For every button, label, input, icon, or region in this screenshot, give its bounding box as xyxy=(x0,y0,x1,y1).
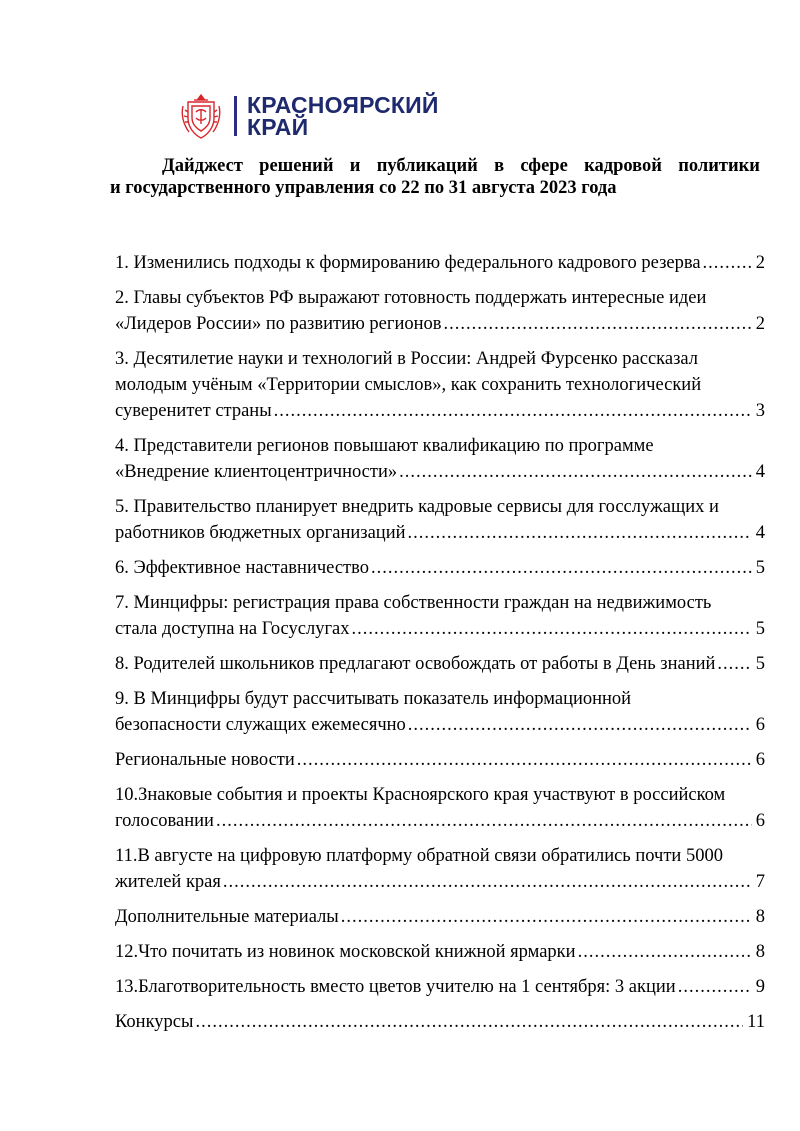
toc-entry-line: 9. В Минцифры будут рассчитывать показатель информационной xyxy=(115,689,632,709)
toc-page-number: 4 xyxy=(755,462,765,482)
toc-page-number: 4 xyxy=(755,523,765,543)
table-of-contents xyxy=(115,250,765,1044)
toc-dot-leader xyxy=(352,616,752,642)
toc-entry-title: Дополнительные материалы xyxy=(115,907,339,927)
title-word: и xyxy=(349,156,361,176)
toc-dot-leader xyxy=(444,311,752,337)
title-word: сфере xyxy=(520,156,568,176)
toc-entry-title: 1. Изменились подходы к формированию федерального кадрового резерва xyxy=(115,253,701,273)
toc-page-number: 7 xyxy=(755,872,765,892)
toc-entry[interactable] xyxy=(115,590,765,642)
toc-entry[interactable] xyxy=(115,904,765,930)
toc-entry-title: голосовании xyxy=(115,811,214,831)
toc-page-number: 6 xyxy=(755,811,765,831)
toc-dot-leader xyxy=(297,747,752,773)
toc-entry-line: 11.В августе на цифровую платформу обратной связи обратились почти 5000 xyxy=(115,846,723,866)
toc-entry-title: 6. Эффективное наставничество xyxy=(115,558,369,578)
title-word: решений xyxy=(259,156,334,176)
toc-entry-title: Региональные новости xyxy=(115,750,295,770)
toc-dot-leader xyxy=(223,869,752,895)
toc-entry[interactable] xyxy=(115,939,765,965)
toc-dot-leader xyxy=(703,250,752,276)
logo-wordmark xyxy=(247,94,439,138)
toc-page-number: 5 xyxy=(755,619,765,639)
logo xyxy=(180,92,439,140)
toc-entry[interactable] xyxy=(115,974,765,1000)
toc-page-number: 6 xyxy=(755,715,765,735)
toc-entry-line: молодым учёным «Территории смыслов», как сохранить технологический xyxy=(115,375,702,395)
toc-entry[interactable] xyxy=(115,651,765,677)
toc-page-number: 5 xyxy=(755,558,765,578)
toc-dot-leader xyxy=(195,1009,743,1035)
toc-entry-line: 10.Знаковые события и проекты Красноярского края участвуют в российском xyxy=(115,785,726,805)
toc-dot-leader xyxy=(408,520,752,546)
title-word: публикаций xyxy=(376,156,478,176)
logo-line1: КРАСНОЯРСКИЙ xyxy=(247,92,439,118)
title-word: политики xyxy=(678,156,760,176)
toc-dot-leader xyxy=(399,459,752,485)
title-line2: и государственного управления со 22 по 31 августа 2023 года xyxy=(110,178,617,198)
toc-entry[interactable] xyxy=(115,686,765,738)
toc-entry[interactable] xyxy=(115,433,765,485)
toc-entry[interactable] xyxy=(115,555,765,581)
toc-entry-title: 13.Благотворительность вместо цветов учителю на 1 сентября: 3 акции xyxy=(115,977,676,997)
toc-page-number: 9 xyxy=(755,977,765,997)
toc-entry-line: 2. Главы субъектов РФ выражают готовность поддержать интересные идеи xyxy=(115,288,707,308)
toc-entry[interactable] xyxy=(115,782,765,834)
toc-entry[interactable] xyxy=(115,747,765,773)
toc-page-number: 11 xyxy=(747,1012,765,1032)
toc-entry-title: суверенитет страны xyxy=(115,401,272,421)
logo-divider xyxy=(234,96,237,136)
toc-dot-leader xyxy=(341,904,752,930)
krasnoyarsk-coat-of-arms-icon xyxy=(180,92,222,140)
toc-page-number: 2 xyxy=(755,314,765,334)
toc-entry-line: 3. Десятилетие науки и технологий в России: Андрей Фурсенко рассказал xyxy=(115,349,699,369)
toc-entry[interactable] xyxy=(115,843,765,895)
toc-entry-title: Конкурсы xyxy=(115,1012,194,1032)
toc-page-number: 2 xyxy=(755,253,765,273)
toc-dot-leader xyxy=(578,939,752,965)
title-word: в xyxy=(494,156,505,176)
toc-dot-leader xyxy=(408,712,752,738)
toc-entry[interactable] xyxy=(115,494,765,546)
toc-dot-leader xyxy=(274,398,752,424)
toc-entry[interactable] xyxy=(115,346,765,424)
toc-entry[interactable] xyxy=(115,250,765,276)
toc-entry-title: «Лидеров России» по развитию регионов xyxy=(115,314,442,334)
toc-entry[interactable] xyxy=(115,1009,765,1035)
toc-entry-title: «Внедрение клиентоцентричности» xyxy=(115,462,398,482)
toc-entry-line: 5. Правительство планирует внедрить кадровые сервисы для госслужащих и xyxy=(115,497,719,517)
toc-dot-leader xyxy=(678,974,752,1000)
toc-page-number: 3 xyxy=(755,401,765,421)
title-line1 xyxy=(110,155,760,177)
toc-page-number: 8 xyxy=(755,907,765,927)
title-word: кадровой xyxy=(584,156,662,176)
toc-page-number: 8 xyxy=(755,942,765,962)
toc-entry-title: безопасности служащих ежемесячно xyxy=(115,715,406,735)
toc-page-number: 5 xyxy=(755,654,765,674)
document-title xyxy=(110,155,760,199)
toc-page-number: 6 xyxy=(755,750,765,770)
title-word: Дайджест xyxy=(162,156,243,176)
toc-entry-title: жителей края xyxy=(115,872,221,892)
toc-entry-line: 7. Минцифры: регистрация права собственности граждан на недвижимость xyxy=(115,593,712,613)
toc-dot-leader xyxy=(717,651,751,677)
logo-line2: КРАЙ xyxy=(247,114,309,140)
toc-dot-leader xyxy=(216,808,752,834)
toc-entry-title: стала доступна на Госуслугах xyxy=(115,619,350,639)
toc-entry-title: 8. Родителей школьников предлагают освобождать от работы в День знаний xyxy=(115,654,716,674)
toc-entry[interactable] xyxy=(115,285,765,337)
toc-entry-title: работников бюджетных организаций xyxy=(115,523,406,543)
toc-dot-leader xyxy=(371,555,752,581)
toc-entry-title: 12.Что почитать из новинок московской книжной ярмарки xyxy=(115,942,576,962)
toc-entry-line: 4. Представители регионов повышают квалификацию по программе xyxy=(115,436,654,456)
